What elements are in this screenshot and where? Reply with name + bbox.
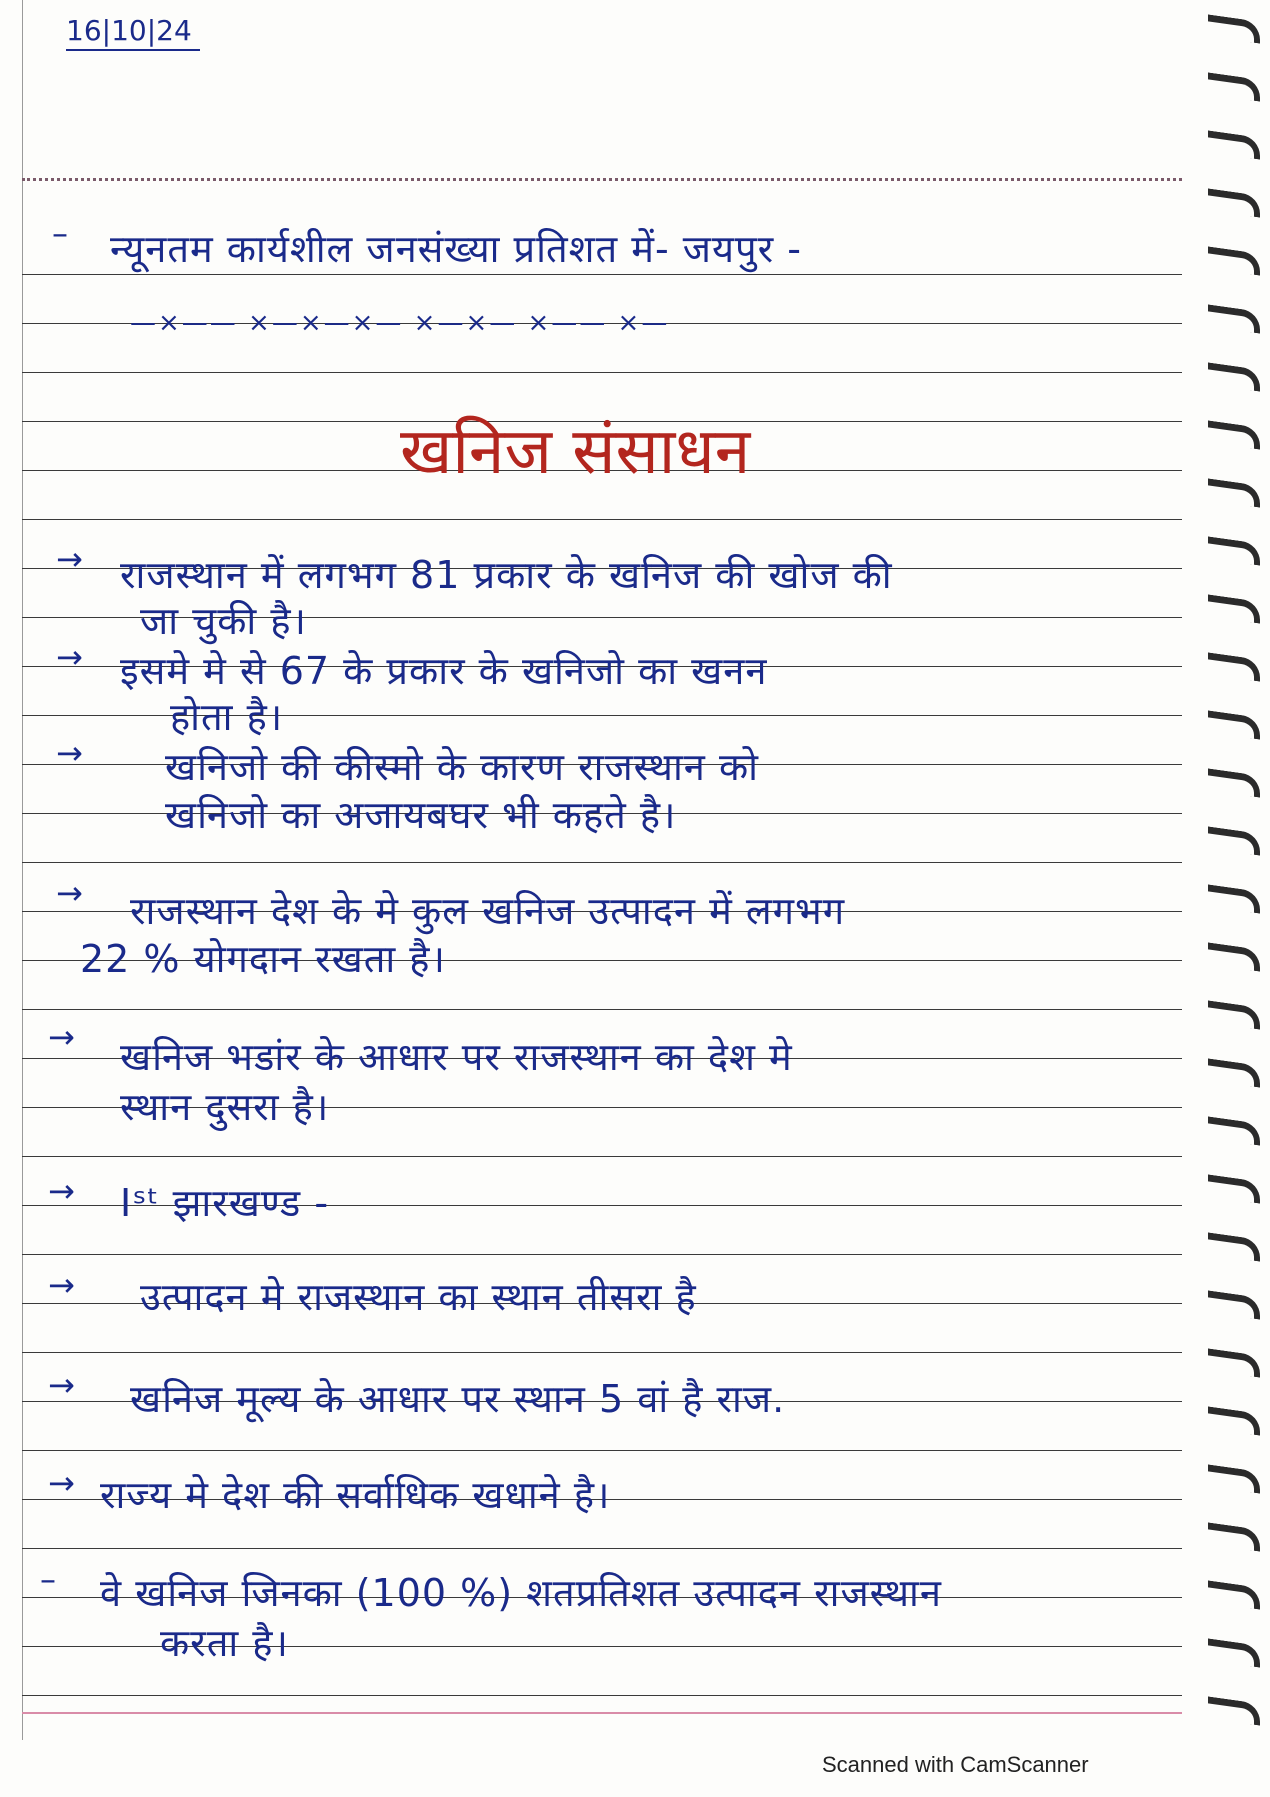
point-line: खनिज भडांर के आधार पर राजस्थान का देश मे bbox=[120, 1035, 793, 1079]
margin-line bbox=[22, 0, 23, 1740]
spiral-coil bbox=[1208, 884, 1260, 913]
section-divider: —×—— ×—×—×— ×—×— ×—— ×— bbox=[130, 308, 670, 338]
point-line: 22 % योगदान रखता है। bbox=[80, 937, 446, 981]
point-line: उत्पादन मे राजस्थान का स्थान तीसरा है bbox=[140, 1275, 697, 1319]
ruled-line bbox=[22, 1548, 1182, 1549]
spiral-binding bbox=[1200, 10, 1260, 1750]
spiral-coil bbox=[1208, 768, 1260, 797]
point-line: होता है। bbox=[170, 695, 284, 739]
spiral-coil bbox=[1208, 710, 1260, 739]
ruled-line bbox=[22, 372, 1182, 373]
spiral-coil bbox=[1208, 304, 1260, 333]
ruled-line bbox=[22, 519, 1182, 520]
page-title: खनिज संसाधन bbox=[400, 415, 751, 489]
spiral-coil bbox=[1208, 1696, 1260, 1725]
ruled-line bbox=[22, 1695, 1182, 1696]
spiral-coil bbox=[1208, 942, 1260, 971]
spiral-coil bbox=[1208, 826, 1260, 855]
spiral-coil bbox=[1208, 1174, 1260, 1203]
point-marker: → bbox=[56, 874, 83, 912]
spiral-coil bbox=[1208, 1406, 1260, 1435]
spiral-coil bbox=[1208, 1290, 1260, 1319]
ruled-line bbox=[22, 1450, 1182, 1451]
spiral-coil bbox=[1208, 1522, 1260, 1551]
spiral-coil bbox=[1208, 478, 1260, 507]
point-line: स्थान दुसरा है। bbox=[120, 1085, 330, 1129]
spiral-coil bbox=[1208, 362, 1260, 391]
spiral-coil bbox=[1208, 1232, 1260, 1261]
intro-line: न्यूनतम कार्यशील जनसंख्या प्रतिशत में- जयपुर - bbox=[110, 227, 802, 271]
spiral-coil bbox=[1208, 1348, 1260, 1377]
spiral-coil bbox=[1208, 420, 1260, 449]
header-rule bbox=[22, 178, 1182, 181]
ruled-line bbox=[22, 862, 1182, 863]
spiral-coil bbox=[1208, 594, 1260, 623]
point-marker: → bbox=[56, 734, 83, 772]
ruled-line bbox=[22, 1009, 1182, 1010]
spiral-coil bbox=[1208, 1464, 1260, 1493]
spiral-coil bbox=[1208, 652, 1260, 681]
spiral-coil bbox=[1208, 1116, 1260, 1145]
spiral-coil bbox=[1208, 246, 1260, 275]
ruled-line bbox=[22, 1156, 1182, 1157]
ruled-line bbox=[22, 1352, 1182, 1353]
date-label: 16|10|24 bbox=[66, 14, 200, 51]
scanner-watermark: Scanned with CamScanner bbox=[822, 1752, 1089, 1777]
point-line: वे खनिज जिनका (100 %) शतप्रतिशत उत्पादन राजस्थान bbox=[100, 1571, 942, 1615]
spiral-coil bbox=[1208, 1000, 1260, 1029]
point-line: जा चुकी है। bbox=[140, 599, 307, 643]
point-line: राजस्थान में लगभग 81 प्रकार के खनिज की खोज की bbox=[120, 553, 893, 597]
spiral-coil bbox=[1208, 1638, 1260, 1667]
point-marker: → bbox=[56, 540, 83, 578]
point-line: राजस्थान देश के मे कुल खनिज उत्पादन में लगभग bbox=[130, 889, 846, 933]
point-line: करता है। bbox=[160, 1621, 289, 1665]
dash-marker: – bbox=[52, 214, 68, 252]
point-line: खनिजो का अजायबघर भी कहते है। bbox=[165, 793, 677, 837]
point-marker: → bbox=[48, 1018, 75, 1056]
point-line: खनिज मूल्य के आधार पर स्थान 5 वां है राज. bbox=[130, 1377, 786, 1421]
bottom-rule bbox=[22, 1712, 1182, 1714]
spiral-coil bbox=[1208, 188, 1260, 217]
spiral-coil bbox=[1208, 1058, 1260, 1087]
point-line: इसमे मे से 67 के प्रकार के खनिजो का खनन bbox=[120, 649, 768, 693]
point-marker: – bbox=[40, 1560, 56, 1598]
point-marker: → bbox=[56, 638, 83, 676]
ruled-line bbox=[22, 274, 1182, 275]
ruled-line bbox=[22, 1254, 1182, 1255]
point-marker: → bbox=[48, 1266, 75, 1304]
point-line: खनिजो की कीस्मो के कारण राजस्थान को bbox=[165, 745, 759, 789]
point-marker: → bbox=[48, 1464, 75, 1502]
point-marker: → bbox=[48, 1366, 75, 1404]
point-line: राज्य मे देश की सर्वाधिक खधाने है। bbox=[100, 1473, 611, 1517]
spiral-coil bbox=[1208, 536, 1260, 565]
spiral-coil bbox=[1208, 72, 1260, 101]
spiral-coil bbox=[1208, 130, 1260, 159]
point-line: Iˢᵗ झारखण्ड - bbox=[120, 1181, 330, 1225]
spiral-coil bbox=[1208, 14, 1260, 43]
point-marker: → bbox=[48, 1172, 75, 1210]
spiral-coil bbox=[1208, 1580, 1260, 1609]
